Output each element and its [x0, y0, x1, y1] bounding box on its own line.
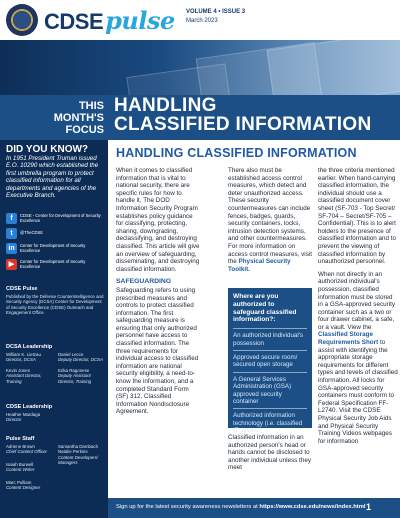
- facebook-icon: f: [6, 213, 17, 224]
- dcsa-seal-icon: [6, 4, 38, 36]
- callout-item: Approved secure room/ secured open storage: [233, 350, 307, 372]
- safeguarding-subheading: SAFEGUARDING: [116, 278, 172, 286]
- issue-number: VOLUME 4 • ISSUE 3: [186, 9, 246, 15]
- did-you-know-heading: DID YOU KNOW?: [6, 144, 89, 155]
- cdse-leader: Heather Mardaga Director: [6, 412, 41, 423]
- article-column-2-continued: Classified information in an authorized person's head or hands cannot be disclosed to another individual unless they meet: [228, 434, 311, 472]
- newsletter-signup-link[interactable]: https://www.cdse.edu/news/index.html: [259, 504, 366, 510]
- callout-heading: Where are you authorized to safeguard classified information?:: [233, 293, 297, 324]
- pulse-heading: CDSE Pulse: [6, 286, 38, 292]
- callout-item: A General Services Administration (GSA) approved security container: [233, 372, 307, 409]
- page-number: 1: [366, 502, 372, 512]
- storage-requirements-link[interactable]: Classified Storage Requirements Short: [318, 331, 379, 347]
- article-column-2: There also must be established access control measures, which detect and deter unauthorized access. These security countermeasures can include fences, badges, guards, security containers, locks, intrusion detection systems, and other countermeasures. For more information on access control measures, visit the Physical Security Toolkit.: [228, 167, 312, 273]
- article-column-3: the three criteria mentioned earlier. When hand-carrying classified information, the individual should use a classified document cover sheet (SF-703 - Top Secret/ SF-704 – Secret/SF-705 – Confidential). This is to alert holders to the presence of classified information and to prevent the viewing of classified information by unauthorized personnel. When not directly in an authorized individual's possession, classified information must be stored in a GSA-approved security container such as a two or four drawer cabinet, a safe, or a vault. View the Classified Storage Requirements Short to assist with identifying the appropriate storage requirements for different types and levels of classified information. All locks for GSA-approved security containers must conform to Federal Specification FF-L2740. Visit the CDSE Physical Security Job Aids and Physical Security Training Videos webpages for information: [318, 167, 398, 445]
- twitter-link[interactable]: t @TheCDSE: [6, 227, 104, 241]
- did-you-know-text: In 1951 President Truman issued E.O. 10290 which established the first umbrella program to protect classified information for all departments and agencies of the Executive Branch.: [6, 155, 99, 200]
- leader-1: William K. Lietzau Director, DCSA: [6, 352, 41, 363]
- leader-4: Erika Ragonese Deputy Assistant Director, Training: [58, 368, 92, 384]
- facebook-link[interactable]: f CDSE - Center for Development of Security Excellence: [6, 212, 104, 226]
- callout-item: Authorized information technology (i.e. classified IT system): [233, 408, 307, 437]
- staff-2: Samantha Dambach Natalie Perkins Content Developers/ Managers: [58, 444, 99, 466]
- brand-pulse: pulse: [105, 6, 175, 35]
- safeguard-callout: [228, 288, 312, 435]
- leader-2: Daniel Lecce Deputy Director, DCSA: [58, 352, 103, 363]
- staff-3: Isaiah Burwell Content Writer: [6, 462, 35, 473]
- linkedin-icon: in: [6, 243, 17, 254]
- youtube-icon: ▶: [6, 259, 17, 270]
- staff-1: Adriene Brown Chief Content Officer: [6, 444, 47, 455]
- focus-title: HANDLING CLASSIFIED INFORMATION: [114, 95, 372, 135]
- staff-4: Marc Pulliam Content Designer: [6, 480, 41, 491]
- article-column-1: When it comes to classified information that is vital to national security, there are specific rules for how to handle it. The DOD Information Security Program establishes policy guidance for classifying, protecting, sharing, downgrading, declassifying, and destroying classified. This article will give an overview of safeguarding, disseminating, and destroying classified information. SAFEGUARDING Safeguarding refers to using prescribed measures and controls to protect classified information. The first safeguarding measure is ensuring that only authorized personnel have access to classified information. The three requirements for individual access to classified information are national security eligibility, a need-to-know the information, and a completed Standard Form (SF) 312, Classified Information Nondisclosure Agreement.: [116, 167, 200, 416]
- footer-text: Sign up for the latest security awareness newsletters at https://www.cdse.edu/news/index.html: [116, 504, 366, 510]
- linkedin-link[interactable]: in Center for Development of Security Excellence: [6, 242, 104, 256]
- twitter-icon: t: [6, 228, 17, 239]
- issue-date: March 2023: [186, 18, 218, 24]
- article-heading: HANDLING CLASSIFIED INFORMATION: [116, 146, 357, 160]
- brand-cdse: CDSE: [44, 9, 104, 34]
- dcsa-leadership-heading: DCSA Leadership: [6, 344, 53, 350]
- newsletter-brand: [44, 6, 175, 35]
- focus-label: THIS MONTH'S FOCUS: [53, 100, 104, 136]
- youtube-link[interactable]: ▶ Center for Development of Security Excellence: [6, 258, 104, 272]
- masthead: [0, 0, 400, 40]
- pulse-text: Published by the Defense Counterintelligence and Security Agency (DCSA) Center for Development of Security Excellence (CDSE) Outreach and Engagement Office.: [6, 294, 104, 316]
- callout-item: An authorized individual's possession: [233, 328, 307, 350]
- pulse-staff-heading: Pulse Staff: [6, 436, 35, 442]
- cdse-leadership-heading: CDSE Leadership: [6, 404, 53, 410]
- leader-3: Kevin Jones Assistant Director, Training: [6, 368, 42, 384]
- physical-security-toolkit-link[interactable]: Physical Security Toolkit.: [228, 258, 291, 273]
